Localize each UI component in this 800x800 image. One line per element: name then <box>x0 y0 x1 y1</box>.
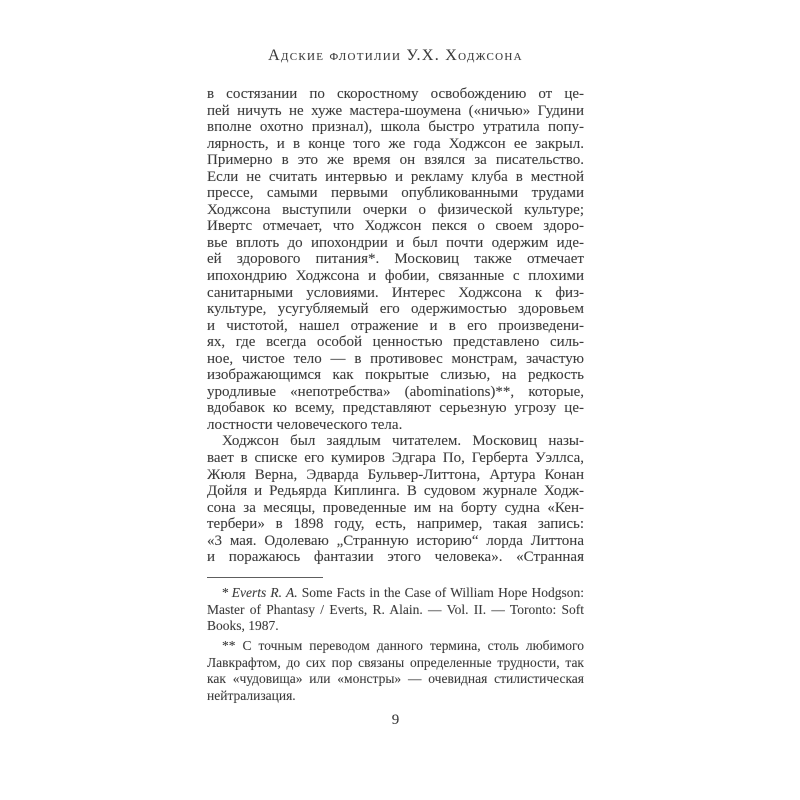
footnote-2 <box>207 638 584 704</box>
text-line: культуре, усугубляемый его одержимостью здоровьем <box>207 301 584 318</box>
text-line: Если не считать интервью и рекламу клуба в местной <box>207 168 584 185</box>
text-line: пей ничуть не хуже мастера-шоумена («ничью» Гудини <box>207 102 584 119</box>
text-line: ей здорового питания*. Московиц также отмечает <box>207 251 584 268</box>
text-line: Ходжсона выступили очерки о физической культуре; <box>207 201 584 218</box>
text-line: как «чудовища» или «монстры» — очевидная стилистическая <box>207 671 584 687</box>
footnote-1-continued-lines <box>207 602 584 635</box>
text-line: вье вплоть до ипохондрии и был почти одержим иде- <box>207 234 584 251</box>
text-line: и поражаюсь фантазии этого человека». «Странная <box>207 549 584 566</box>
footnote-citation-author: Everts R. A. <box>231 585 298 600</box>
text-line: лярность, и в конце того же года Ходжсон ее закрыл. <box>207 135 584 152</box>
text-line: изображающимся как покрытые слизью, на редкость <box>207 367 584 384</box>
text-line: Лавкрафтом, до сих пор связаны определенные трудности, так <box>207 654 584 670</box>
footnote-1 <box>207 585 584 635</box>
text-line: Ходжсон был заядлым читателем. Московиц назы- <box>222 433 584 450</box>
text-line: и чистотой, нашел отражение и в его произведени- <box>207 317 584 334</box>
text-line: Примерно в это же время он взялся за писательство. <box>207 152 584 169</box>
paragraph-2 <box>207 433 584 565</box>
text-line: Master of Phantasy / Everts, R. Alain. — Vol. II. — Toronto: Soft <box>207 601 584 617</box>
footnote-marker: * <box>222 585 229 600</box>
text-line: вдобавок ко всему, представляют серьезную угрозу це- <box>207 400 584 417</box>
text-line: в состязании по скоростному освобождению от це- <box>207 86 584 102</box>
text-line <box>207 585 584 602</box>
footnote-rule <box>207 577 323 578</box>
text-line: прессе, самыми первыми опубликованными трудами <box>207 185 584 202</box>
text-line: Books, 1987. <box>207 618 279 634</box>
footnote-citation-title: Some Facts in the Case of William Hope Hodgson: <box>301 585 584 600</box>
text-line: лостности человеческого тела. <box>207 416 403 433</box>
text-line: «3 мая. Одолеваю „Странную историю“ лорда Литтона <box>207 532 584 549</box>
text-line: ** С точным переводом данного термина, столь любимого <box>222 638 584 653</box>
text-line: Дойля и Редьярда Киплинга. В судовом журнале Ходж- <box>207 483 584 500</box>
text-line: уродливые «непотребства» (abominations)**, которые, <box>207 383 584 400</box>
text-line: ях, где всегда особой ценностью представлено силь- <box>207 334 584 351</box>
text-line: тербери» в 1898 году, есть, например, такая запись: <box>207 516 584 533</box>
paragraph-1 <box>207 86 584 433</box>
text-line: Жюля Верна, Эдварда Бульвер-Литтона, Артура Конан <box>207 466 584 483</box>
text-line: Ивертс отмечает, что Ходжсон пекся о своем здоро- <box>207 218 584 235</box>
text-line: санитарными условиями. Интерес Ходжсона к физ- <box>207 284 584 301</box>
text-line: нейтрализация. <box>207 687 296 703</box>
text-line: ипохондрию Ходжсона и фобии, связанные с плохими <box>207 268 584 285</box>
page-number: 9 <box>391 712 400 728</box>
text-line: вает в списке его кумиров Эдгара По, Герберта Уэллса, <box>207 450 584 467</box>
running-header: Адские флотилии У.Х. Ходжсона <box>268 47 523 64</box>
text-line: вполне охотно признал), школа быстро утратила попу- <box>207 119 584 136</box>
text-line: сона за месяцы, проведенные им на борту судна «Кен- <box>207 499 584 516</box>
body-text <box>207 86 584 566</box>
text-line: ное, чистое тело — в противовес монстрам, зачастую <box>207 350 584 367</box>
